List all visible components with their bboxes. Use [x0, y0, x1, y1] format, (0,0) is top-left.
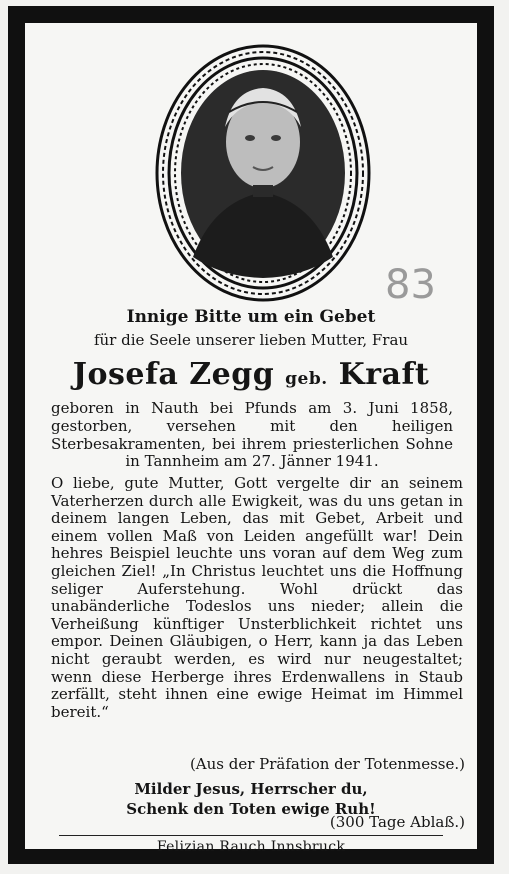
name-maiden: Kraft — [338, 357, 430, 392]
divider — [59, 835, 443, 836]
verse-line-1: Milder Jesus, Herrscher du, — [134, 780, 368, 798]
portrait-photo — [181, 70, 345, 278]
prayer-source: (Aus der Präfation der Totenmesse.) — [189, 755, 465, 773]
biography: geboren in Nauth bei Pfunds am 3. Juni 1858, gestorben, versehen mit den heiligen Sterbesakramenten, bei ihrem priesterlichen Sohne in Tannheim am 27. Jänner 1941. — [51, 399, 453, 471]
name-geb: geb. — [285, 369, 328, 389]
prayer-text: O liebe, gute Mutter, Gott vergelte dir an seinem Vaterherzen durch alle Ewigkeit, was du uns getan in deinem langen Leben, das mit Gebet, Arbeit und einem vollen Maß von Leiden angefüllt war! Dein hehres Beispiel leuchte uns voran auf dem Weg zum gleichen Ziel! „In Christus leuchtet uns die Hoffnung seliger Auferstehung. Wohl drückt das unabänderliche Todeslos uns nieder; allein die Verheißung künftiger Unsterblichkeit richtet uns empor. Deinen Gläubigen, o Herr, kann ja das Leben nicht geraubt werden, es wird nur neugestaltet; wenn diese Herberge ihres Erdenwallens in Staub zerfällt, steht ihnen eine ewige Heimat im Himmel bereit.“ — [51, 474, 463, 721]
indulgence: (300 Tage Ablaß.) — [329, 813, 465, 831]
heading: Innige Bitte um ein Gebet — [126, 307, 376, 327]
deceased-name — [25, 357, 477, 392]
svg-text:83: 83 — [385, 262, 436, 308]
verse-line-2: Schenk den Toten ewige Ruh! — [126, 800, 376, 818]
card-inner — [25, 23, 477, 855]
printer-imprint: Felizian Rauch Innsbruck — [156, 839, 346, 855]
memorial-card — [8, 6, 494, 864]
portrait-frame — [153, 42, 373, 304]
handwritten-number — [381, 256, 453, 308]
subline: für die Seele unserer lieben Mutter, Frau — [93, 331, 409, 349]
name-main: Josefa Zegg — [72, 357, 275, 392]
